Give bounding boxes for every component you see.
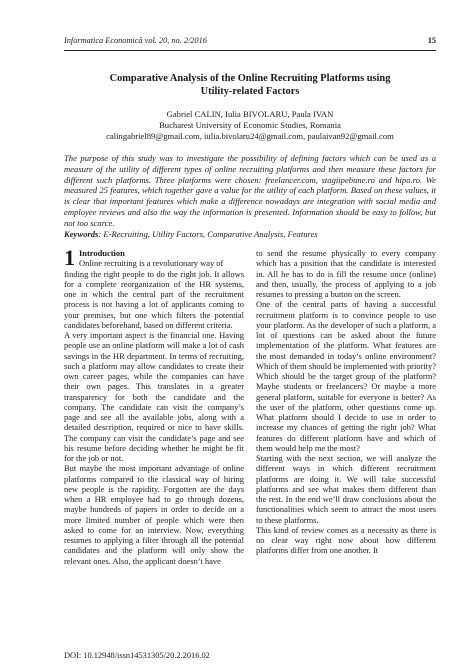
paragraph: One of the central parts of having a successful recruitment platform is to convince people to use your platform. As the developer of such a platform, a lot of questions can be asked about the future implementation of the platform. What features are the most demanded in today’s online environment? Which of them should be implemented with priority? Which should be the target group of the platform? Maybe students or freelancers? Or maybe a more general platform, suitable for everyone is better? As the user of the platform, other questions come up. What platform should I decide to use in order to increase my chances of getting the right job? What features do different platform have and which of them would help me the most? <box>256 299 436 453</box>
left-column <box>64 245 244 566</box>
intro-first-line: Online recruiting is a revolutionary way of <box>79 258 224 269</box>
author-names: Gabriel CALIN, Iulia BIVOLARU, Paula IVAN <box>166 109 334 119</box>
page-number: 15 <box>427 36 436 45</box>
author-emails: calingabriel89@gmail.com, iulia.bivolaru24@gmail.com, paulaivan92@gmail.com <box>106 131 394 141</box>
paragraph: Starting with the next section, we will analyze the different ways in which different recruitment platforms are doing it. We will take successful platforms and see what makes them different than the rest. In the end we’ll draw conclusions about the functionalities which seem to attract the most users to these platforms. <box>256 453 436 525</box>
author-block <box>64 109 436 142</box>
paper-title <box>64 72 436 98</box>
keywords <box>64 229 436 240</box>
paragraph: to send the resume physically to every company which has a position that the candidate is interested in. All he has to do is fill the resume once (online) and then, usually, the process of applying to a job resumes to pressing a button on the screen. <box>256 248 436 299</box>
running-header <box>64 36 436 46</box>
title-line: Utility-related Factors <box>200 86 300 97</box>
header-rule <box>64 50 436 51</box>
paragraph: A very important aspect is the financial one. Having people use an online platform will make a lot of cash savings in the HR department. In terms of recruiting, such a platform may allow candidates to create their own career pages, while the companies can have their own pages. This translates in a greater transparency for both the candidate and the company. The candidate can visit the company’s page and see all the available jobs, along with a detailed description, required or nice to have skills. The company can visit the candidate’s page and see his resume before deciding whether he might be fit for the job or not. <box>64 330 244 463</box>
keywords-list: : E-Recruiting, Utility Factors, Comparative Analysis, Features <box>98 228 318 239</box>
abstract <box>64 153 436 239</box>
section-number: 1 <box>64 245 75 270</box>
paragraph: But maybe the most important advantage of online platforms compared to the classical way of hiring new people is the rapidity. Forgotten are the days when a HR employee had to go through dozens, maybe hundreds of papers in order to decide on a more limited number of people which were then asked to come for an interview. Now, everything resumes to applying a filter through all the potential candidates and the platform will only show the relevant ones. Also, the applicant doesn’t have <box>64 463 244 566</box>
doi[interactable]: DOI: 10.12948/issn14531305/20.2.2016.02 <box>64 651 210 660</box>
paragraph: This kind of review comes as a necessity as there is no clear way right now about how different platforms differ from one another. It <box>256 524 436 556</box>
author-affiliation: Bucharest University of Economic Studies, Romania <box>159 120 341 130</box>
keywords-label: Keywords <box>64 228 99 239</box>
right-column <box>256 248 436 556</box>
abstract-text: The purpose of this study was to investigate the possibility of defining factors which can be used as a measure of the utility of different types of online recruiting platforms and then measure these factors for different such platforms. Three platforms were chosen: freelancer.com, stagiipebune.ro and hipo.ro. We measured 25 features, which together gave a value for the utility of each platform. Based on these values, it is clear that important features which make a difference nowadays are integration with social media and employee reviews and also the way the information is presented. Information should be easy to follow, but not too scarce. <box>64 153 436 228</box>
title-line: Comparative Analysis of the Online Recruiting Platforms using <box>109 73 391 84</box>
paragraph: finding the right people to do the right job. It allows for a complete reorganization of the HR systems, one in which the central part of the recruitment process is not having a lot of applicants coming to your premises, but one which filters the potential candidates beforehand, based on different criteria. <box>64 268 244 330</box>
section-heading <box>64 245 244 270</box>
journal-name: Informatica Economică vol. 20, no. 2/2016 <box>64 36 207 45</box>
section-title: Introduction <box>79 248 125 258</box>
